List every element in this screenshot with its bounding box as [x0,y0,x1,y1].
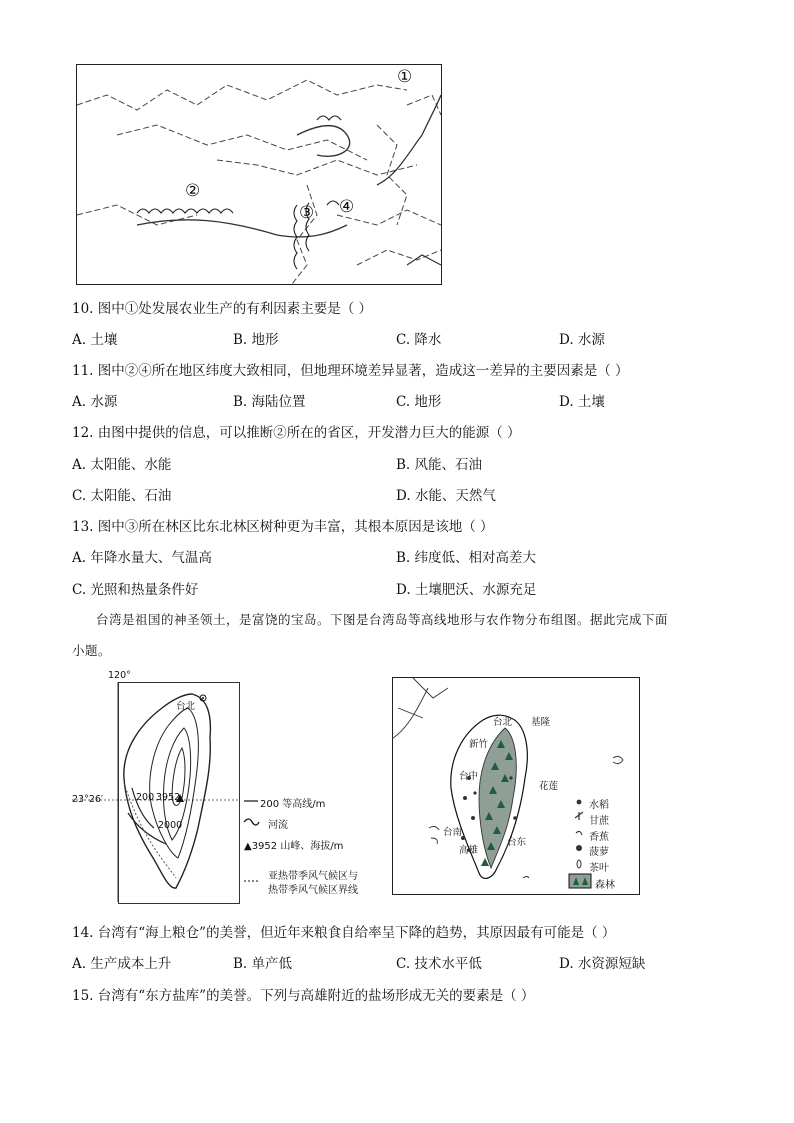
q12-option-a[interactable]: A. 太阳能、水能 [72,457,172,473]
contour-drawing [72,668,272,908]
q13-option-d[interactable]: D. 土壤肥沃、水源充足 [396,582,537,598]
contour-2000-label: 2000 [158,820,183,831]
q11-option-a[interactable]: A. 水源 [72,394,118,410]
legend-banana: 香蕉 [589,832,609,843]
q12-option-b[interactable]: B. 风能、石油 [396,457,483,473]
q13-option-a[interactable]: A. 年降水量大、气温高 [72,550,212,566]
question-11: 11. 图中②④所在地区纬度大致相同，但地理环境差异显著，造成这一差异的主要因素是（ ） [72,363,629,379]
question-13: 13. 图中③所在林区比东北林区树种更为丰富，其根本原因是该地（ ） [72,519,494,535]
china-west-map [76,64,442,285]
q14-option-a[interactable]: A. 生产成本上升 [72,956,172,972]
taiwan-contour-map [72,668,392,908]
legend-contour: 200 等高线/m [260,799,326,810]
q12-option-d[interactable]: D. 水能、天然气 [396,488,496,504]
city-taipei: 台北 [493,717,513,728]
q13-option-b[interactable]: B. 纬度低、相对高差大 [396,550,537,566]
question-12: 12. 由图中提供的信息，可以推断②所在的省区，开发潜力巨大的能源（ ） [72,425,521,441]
q14-option-d[interactable]: D. 水资源短缺 [559,956,646,972]
legend-peak: ▲3952 山峰、海拔/m [244,841,344,852]
marker-2: ② [185,181,201,201]
legend-boundary-2: 热带季风气候区界线 [268,885,358,896]
intro-line-2: 小题。 [72,643,112,658]
marker-1: ① [397,67,413,87]
legend-rice: 水稻 [589,800,609,811]
q14-option-b[interactable]: B. 单产低 [233,956,293,972]
legend-sugarcane: 甘蔗 [589,816,609,827]
legend-tea: 茶叶 [589,863,609,874]
taipei-label: 台北 [176,701,196,712]
taiwan-crop-map [392,677,640,895]
q13-option-c[interactable]: C. 光照和热量条件好 [72,582,199,598]
city-hsinchu: 新竹 [469,739,489,750]
q14-option-c[interactable]: C. 技术水平低 [396,956,482,972]
q10-option-a[interactable]: A. 土壤 [72,332,118,348]
q10-option-d[interactable]: D. 水源 [559,332,605,348]
city-taitung: 台东 [507,837,527,848]
q12-option-c[interactable]: C. 太阳能、石油 [72,488,172,504]
city-tainan: 台南 [443,827,463,838]
q10-option-b[interactable]: B. 地形 [233,332,279,348]
intro-line-1: 台湾是祖国的神圣领土，是富饶的宝岛。下图是台湾岛等高线地形与农作物分布组图。据此完成下面 [96,612,669,627]
city-keelung: 基隆 [531,717,551,728]
legend-river: 河流 [268,820,288,831]
city-kaohsiung: 高雄 [459,845,479,856]
question-10: 10. 图中①处发展农业生产的有利因素主要是（ ） [72,301,373,317]
question-14: 14. 台湾有“海上粮仓”的美誉，但近年来粮食自给率呈下降的趋势，其原因最有可能是（ ） [72,925,616,941]
q10-option-c[interactable]: C. 降水 [396,332,442,348]
legend-forest: 森林 [595,880,615,891]
contour-200-label: 200 [136,792,155,803]
peak-3952-label: 3952 [156,792,181,803]
marker-3: ③ [299,203,315,223]
legend-boundary-1: 亚热带季风气候区与 [268,871,358,882]
city-hualien: 花莲 [539,781,559,792]
legend-pineapple: 菠萝 [589,847,609,858]
q11-option-b[interactable]: B. 海陆位置 [233,394,306,410]
marker-4: ④ [339,197,355,217]
q11-option-c[interactable]: C. 地形 [396,394,442,410]
map1-drawing [77,65,441,284]
q11-option-d[interactable]: D. 土壤 [559,394,605,410]
longitude-label: 120° [108,670,131,681]
question-15: 15. 台湾有“东方盐库”的美誉。下列与高雄附近的盐场形成无关的要素是（ ） [72,988,535,1004]
latitude-label: 23°26′ [72,794,104,805]
city-taichung: 台中 [459,771,479,782]
